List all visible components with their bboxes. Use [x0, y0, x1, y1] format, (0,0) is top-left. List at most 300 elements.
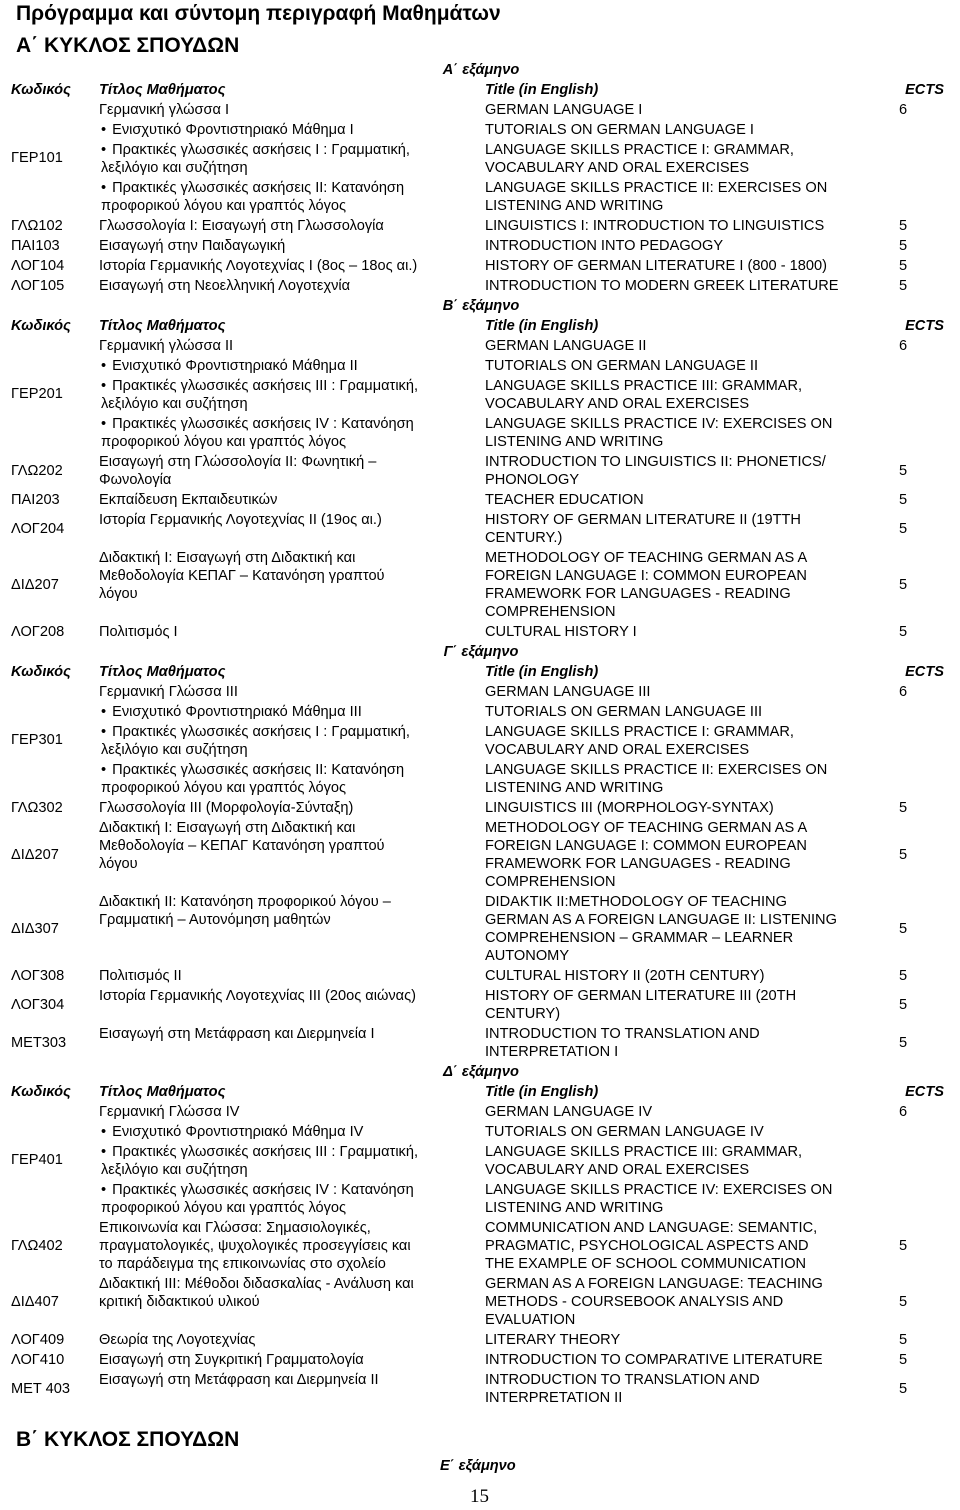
course-row — [8, 702, 954, 722]
course-title-gr-line: Εισαγωγή στη Συγκριτική Γραμματολογία — [99, 1352, 364, 1368]
course-row — [8, 1274, 954, 1330]
course-title-gr — [96, 892, 482, 966]
course-title-gr — [96, 490, 482, 510]
course-title-gr-line: κριτική διδακτικού υλικού — [99, 1294, 260, 1310]
header-ects: ECTS — [905, 1084, 944, 1100]
course-row — [8, 1370, 954, 1408]
course-title-en — [482, 1350, 896, 1370]
course-ects: 5 — [899, 258, 908, 274]
course-title-gr-line: Φωνολογία — [99, 472, 172, 488]
course-row — [8, 760, 954, 798]
course-title-gr — [96, 376, 482, 414]
course-title-gr-line: Διδακτική Ι: Εισαγωγή στη Διδακτική και — [99, 820, 356, 836]
course-ects: 6 — [899, 338, 908, 354]
course-title-en-line: LITERARY THEORY — [485, 1332, 621, 1348]
course-title-en-line: LINGUISTICS I: INTRODUCTION TO LINGUISTICS — [485, 218, 825, 234]
course-title-gr-line: Γερμανική Γλώσσα IV — [99, 1104, 240, 1120]
course-code: ΛΟΓ204 — [11, 521, 65, 537]
course-title-en-line: CENTURY) — [485, 1006, 561, 1022]
course-title-en — [482, 722, 896, 760]
course-title-en-line: INTRODUCTION TO TRANSLATION AND — [485, 1372, 760, 1388]
course-title-gr — [96, 276, 482, 296]
header-title: Τίτλος Μαθήματος — [99, 664, 226, 680]
course-title-gr — [96, 1274, 482, 1330]
course-title-gr — [96, 336, 482, 356]
column-header-row — [8, 80, 954, 100]
course-title-en — [482, 120, 896, 140]
course-title-en-line: TUTORIALS ON GERMAN LANGUAGE II — [485, 358, 759, 374]
course-title-gr-line: προφορικού λόγου και γραπτός λόγος — [101, 434, 347, 450]
course-title-en — [482, 356, 896, 376]
course-title-gr-line: • Πρακτικές γλωσσικές ασκήσεις Ι : Γραμματική, — [99, 141, 479, 159]
course-title-gr-line: λεξιλόγιο και συζήτηση — [101, 1162, 248, 1178]
course-title-en — [482, 140, 896, 178]
course-row — [8, 966, 954, 986]
course-title-gr — [96, 1142, 482, 1180]
course-title-en-line: TEACHER EDUCATION — [485, 492, 644, 508]
column-header-row — [8, 1082, 954, 1102]
course-title-gr-line: Γλωσσολογία ΙΙΙ (Μορφολογία-Σύνταξη) — [99, 800, 354, 816]
header-title-en: Title (in English) — [485, 82, 599, 98]
course-title-gr-line: • Ενισχυτικό Φροντιστηριακό Μάθημα IV — [99, 1123, 479, 1141]
page-number: 15 — [470, 1486, 489, 1507]
course-title-en-line: INTRODUCTION TO LINGUISTICS II: PHONETICS/ — [485, 454, 826, 470]
course-title-en-line: LANGUAGE SKILLS PRACTICE II: EXERCISES ON — [485, 180, 828, 196]
course-title-gr-line: • Πρακτικές γλωσσικές ασκήσεις ΙΙΙ : Γραμματική, — [99, 377, 479, 395]
course-title-en-line: LANGUAGE SKILLS PRACTICE IV: EXERCISES ON — [485, 1182, 833, 1198]
course-title-gr-line: Διδακτική ΙΙ: Κατανόηση προφορικού λόγου – — [99, 894, 391, 910]
course-title-en — [482, 798, 896, 818]
course-row — [8, 1218, 954, 1274]
course-row — [8, 622, 954, 642]
course-title-en — [482, 376, 896, 414]
course-title-gr — [96, 100, 482, 120]
header-code: Κωδικός — [11, 664, 71, 680]
course-title-en — [482, 1180, 896, 1218]
course-code: ΓΕΡ401 — [11, 1152, 63, 1168]
course-title-gr-line: προφορικού λόγου και γραπτός λόγος — [101, 198, 347, 214]
semester-label: Δ΄ εξάμηνο — [443, 1064, 519, 1080]
course-title-gr-line: Εισαγωγή στη Γλώσσολογία ΙΙ: Φωνητική – — [99, 454, 377, 470]
course-title-en-line: LANGUAGE SKILLS PRACTICE I: GRAMMAR, — [485, 142, 794, 158]
course-title-gr-line: • Πρακτικές γλωσσικές ασκήσεις ΙΙ: Κατανόηση — [99, 761, 479, 779]
header-ects: ECTS — [905, 318, 944, 334]
course-title-en — [482, 1142, 896, 1180]
course-title-gr-line: Πολιτισμός ΙΙ — [99, 968, 182, 984]
semester-heading — [8, 60, 954, 80]
course-ects — [896, 376, 954, 414]
course-row — [8, 1330, 954, 1350]
course-row — [8, 376, 954, 414]
course-title-en-line: METHODOLOGY OF TEACHING GERMAN AS A — [485, 820, 808, 836]
course-title-en-line: VOCABULARY AND ORAL EXERCISES — [485, 396, 750, 412]
semester-label: Α΄ εξάμηνο — [442, 62, 520, 78]
header-code: Κωδικός — [11, 1084, 71, 1100]
course-title-gr-line: Ιστορία Γερμανικής Λογοτεχνίας ΙΙ (19ος αι.) — [99, 512, 382, 528]
course-code: ΜΕΤ303 — [11, 1035, 67, 1051]
course-title-gr-line: • Ενισχυτικό Φροντιστηριακό Μάθημα ΙΙ — [99, 357, 479, 375]
course-ects: 5 — [899, 921, 908, 937]
course-title-gr — [96, 1370, 482, 1408]
course-title-en-line: COMPREHENSION — [485, 874, 616, 890]
course-code: ΠΑΙ103 — [11, 238, 60, 254]
course-title-en-line: INTRODUCTION TO TRANSLATION AND — [485, 1026, 760, 1042]
course-title-gr-line: Εισαγωγή στη Νεοελληνική Λογοτεχνία — [99, 278, 351, 294]
course-title-en-line: INTRODUCTION TO COMPARATIVE LITERATURE — [485, 1352, 823, 1368]
course-title-gr-line: πραγματολογικές, ψυχολογικές προσεγγίσεις και — [99, 1238, 411, 1254]
course-row — [8, 1122, 954, 1142]
course-ects — [896, 414, 954, 452]
course-title-en — [482, 548, 896, 622]
course-title-en-line: PHONOLOGY — [485, 472, 580, 488]
course-row — [8, 356, 954, 376]
header-ects: ECTS — [905, 664, 944, 680]
course-title-en — [482, 760, 896, 798]
header-title: Τίτλος Μαθήματος — [99, 318, 226, 334]
course-row — [8, 682, 954, 702]
course-code: ΛΟΓ104 — [11, 258, 65, 274]
course-title-gr-line: το παράδειγμα της επικοινωνίας στο σχολείο — [99, 1256, 386, 1272]
course-title-gr — [96, 702, 482, 722]
course-title-gr-line: λεξιλόγιο και συζήτηση — [101, 742, 248, 758]
course-title-en-line: DIDAKTIK II:METHODOLOGY OF TEACHING — [485, 894, 787, 910]
course-title-gr-line: λόγου — [99, 586, 138, 602]
course-ects: 6 — [899, 1104, 908, 1120]
header-code: Κωδικός — [11, 82, 71, 98]
course-ects: 5 — [899, 624, 908, 640]
course-title-gr — [96, 178, 482, 216]
course-code: ΛΟΓ308 — [11, 968, 65, 984]
course-title-en — [482, 510, 896, 548]
course-title-gr-line: • Πρακτικές γλωσσικές ασκήσεις IV : Κατανόηση — [99, 1181, 479, 1199]
course-title-en-line: VOCABULARY AND ORAL EXERCISES — [485, 742, 750, 758]
course-title-gr-line: Θεωρία της Λογοτεχνίας — [99, 1332, 256, 1348]
course-title-gr-line: λεξιλόγιο και συζήτηση — [101, 396, 248, 412]
course-title-gr-line: λόγου — [99, 856, 138, 872]
course-ects — [896, 140, 954, 178]
course-title-gr-line: προφορικού λόγου και γραπτός λόγος — [101, 1200, 347, 1216]
course-title-en — [482, 986, 896, 1024]
course-title-en-line: CULTURAL HISTORY I — [485, 624, 637, 640]
course-row — [8, 1180, 954, 1218]
course-row — [8, 986, 954, 1024]
course-title-en — [482, 622, 896, 642]
course-title-gr-line: Ιστορία Γερμανικής Λογοτεχνίας ΙΙΙ (20ος αιώνας) — [99, 988, 416, 1004]
course-title-en-line: LANGUAGE SKILLS PRACTICE III: GRAMMAR, — [485, 1144, 803, 1160]
course-title-gr-line: Διδακτική Ι: Εισαγωγή στη Διδακτική και — [99, 550, 356, 566]
course-title-en-line: LANGUAGE SKILLS PRACTICE III: GRAMMAR, — [485, 378, 803, 394]
course-title-en-line: AUTONOMY — [485, 948, 570, 964]
course-ects: 5 — [899, 1381, 908, 1397]
course-title-en — [482, 236, 896, 256]
course-title-en-line: GERMAN LANGUAGE IV — [485, 1104, 653, 1120]
course-title-gr — [96, 120, 482, 140]
course-ects: 5 — [899, 278, 908, 294]
course-title-en — [482, 178, 896, 216]
course-row — [8, 722, 954, 760]
course-title-gr-line: προφορικού λόγου και γραπτός λόγος — [101, 780, 347, 796]
column-header-row — [8, 662, 954, 682]
course-row — [8, 818, 954, 892]
cycle-a-heading: Α΄ ΚΥΚΛΟΣ ΣΠΟΥΔΩΝ — [16, 34, 240, 57]
course-title-en — [482, 702, 896, 722]
course-code: ΓΛΩ102 — [11, 218, 63, 234]
course-ects — [896, 120, 954, 140]
course-ects: 5 — [899, 1238, 908, 1254]
course-code: ΔΙΔ307 — [11, 921, 59, 937]
course-title-gr-line: Εισαγωγή στη Μετάφραση και Διερμηνεία Ι — [99, 1026, 375, 1042]
course-title-en-line: LISTENING AND WRITING — [485, 780, 664, 796]
course-row — [8, 256, 954, 276]
course-title-en-line: LISTENING AND WRITING — [485, 434, 664, 450]
course-title-en-line: FOREIGN LANGUAGE I: COMMON EUROPEAN — [485, 838, 807, 854]
header-title-en: Title (in English) — [485, 1084, 599, 1100]
course-title-gr — [96, 510, 482, 548]
course-code: ΔΙΔ207 — [11, 577, 59, 593]
course-title-gr — [96, 1218, 482, 1274]
header-title-en: Title (in English) — [485, 664, 599, 680]
course-title-gr — [96, 818, 482, 892]
course-row — [8, 510, 954, 548]
course-row — [8, 178, 954, 216]
course-ects — [896, 760, 954, 798]
course-ects: 5 — [899, 968, 908, 984]
course-title-en-line: INTERPRETATION II — [485, 1390, 623, 1406]
course-title-en — [482, 1218, 896, 1274]
course-title-en-line: LISTENING AND WRITING — [485, 1200, 664, 1216]
course-ects: 5 — [899, 1294, 908, 1310]
course-title-gr-line: Εκπαίδευση Εκπαιδευτικών — [99, 492, 278, 508]
course-row — [8, 452, 954, 490]
course-row — [8, 798, 954, 818]
course-title-gr — [96, 414, 482, 452]
course-code: ΓΛΩ202 — [11, 463, 63, 479]
course-title-gr — [96, 356, 482, 376]
course-ects: 5 — [899, 1035, 908, 1051]
column-header-row — [8, 316, 954, 336]
course-title-en-line: CENTURY.) — [485, 530, 563, 546]
course-title-en-line: FRAMEWORK FOR LANGUAGES - READING — [485, 856, 791, 872]
course-title-gr — [96, 1180, 482, 1218]
course-title-gr — [96, 1102, 482, 1122]
course-title-gr — [96, 548, 482, 622]
course-ects — [896, 1142, 954, 1180]
course-title-en-line: INTERPRETATION I — [485, 1044, 619, 1060]
header-title-en: Title (in English) — [485, 318, 599, 334]
course-title-en — [482, 1274, 896, 1330]
course-row — [8, 236, 954, 256]
course-row — [8, 140, 954, 178]
course-title-en-line: THE EXAMPLE OF SCHOOL COMMUNICATION — [485, 1256, 807, 1272]
course-row — [8, 548, 954, 622]
course-code: ΛΟΓ409 — [11, 1332, 65, 1348]
course-ects: 5 — [899, 1352, 908, 1368]
course-title-en — [482, 276, 896, 296]
course-title-en-line: GERMAN AS A FOREIGN LANGUAGE: TEACHING — [485, 1276, 823, 1292]
course-title-gr-line: Γερμανική Γλώσσα ΙΙΙ — [99, 684, 238, 700]
course-title-gr-line: Γερμανική γλώσσα Ι — [99, 102, 230, 118]
course-title-en — [482, 256, 896, 276]
course-title-en-line: FOREIGN LANGUAGE I: COMMON EUROPEAN — [485, 568, 807, 584]
course-ects: 5 — [899, 218, 908, 234]
course-title-gr-line: • Ενισχυτικό Φροντιστηριακό Μάθημα Ι — [99, 121, 479, 139]
course-row — [8, 490, 954, 510]
course-title-en — [482, 682, 896, 702]
course-title-en-line: CULTURAL HISTORY II (20TH CENTURY) — [485, 968, 765, 984]
course-title-en — [482, 818, 896, 892]
course-title-gr-line: • Ενισχυτικό Φροντιστηριακό Μάθημα ΙΙΙ — [99, 703, 479, 721]
course-title-en-line: METHODS - COURSEBOOK ANALYSIS AND — [485, 1294, 784, 1310]
course-code: ΜΕΤ 403 — [11, 1381, 70, 1397]
course-title-gr — [96, 1330, 482, 1350]
course-code: ΔΙΔ207 — [11, 847, 59, 863]
course-title-en-line: GERMAN LANGUAGE II — [485, 338, 647, 354]
course-title-en — [482, 966, 896, 986]
course-title-en — [482, 216, 896, 236]
course-code: ΓΕΡ201 — [11, 386, 63, 402]
course-code: ΛΟΓ410 — [11, 1352, 65, 1368]
semester-heading — [8, 296, 954, 316]
course-ects: 5 — [899, 238, 908, 254]
course-title-en-line: HISTORY OF GERMAN LITERATURE I (800 - 1800) — [485, 258, 827, 274]
course-title-en-line: LANGUAGE SKILLS PRACTICE IV: EXERCISES ON — [485, 416, 833, 432]
course-ects — [896, 722, 954, 760]
cycle-b-heading: Β΄ ΚΥΚΛΟΣ ΣΠΟΥΔΩΝ — [16, 1428, 240, 1451]
course-title-en — [482, 1122, 896, 1142]
course-ects: 5 — [899, 997, 908, 1013]
course-title-gr-line: Μεθοδολογία ΚΕΠΑΓ – Κατανόηση γραπτού — [99, 568, 385, 584]
course-title-en — [482, 490, 896, 510]
course-title-gr-line: • Πρακτικές γλωσσικές ασκήσεις IV : Κατανόηση — [99, 415, 479, 433]
course-code: ΓΕΡ101 — [11, 150, 63, 166]
course-title-gr-line: λεξιλόγιο και συζήτηση — [101, 160, 248, 176]
course-ects: 5 — [899, 521, 908, 537]
course-title-en-line: LANGUAGE SKILLS PRACTICE II: EXERCISES ON — [485, 762, 828, 778]
course-title-gr — [96, 216, 482, 236]
course-table-body — [8, 60, 954, 1408]
course-title-en-line: COMPREHENSION — [485, 604, 616, 620]
course-row — [8, 414, 954, 452]
course-row — [8, 1102, 954, 1122]
course-title-en-line: GERMAN AS A FOREIGN LANGUAGE II: LISTENING — [485, 912, 837, 928]
course-title-en-line: GERMAN LANGUAGE I — [485, 102, 643, 118]
course-title-en-line: VOCABULARY AND ORAL EXERCISES — [485, 160, 750, 176]
semester-label: Γ΄ εξάμηνο — [443, 644, 519, 660]
course-title-en-line: HISTORY OF GERMAN LITERATURE II (19TTH — [485, 512, 801, 528]
course-title-en-line: VOCABULARY AND ORAL EXERCISES — [485, 1162, 750, 1178]
course-title-en-line: INTRODUCTION INTO PEDAGOGY — [485, 238, 724, 254]
course-title-gr — [96, 622, 482, 642]
course-title-gr — [96, 722, 482, 760]
course-row — [8, 892, 954, 966]
course-title-gr — [96, 682, 482, 702]
course-code: ΛΟΓ304 — [11, 997, 65, 1013]
course-ects: 5 — [899, 847, 908, 863]
course-ects: 5 — [899, 492, 908, 508]
course-table — [8, 60, 954, 1408]
course-row — [8, 336, 954, 356]
course-title-en — [482, 336, 896, 356]
course-code: ΓΕΡ301 — [11, 732, 63, 748]
course-code: ΓΛΩ402 — [11, 1238, 63, 1254]
course-title-en — [482, 892, 896, 966]
course-title-en-line: COMPREHENSION – GRAMMAR – LEARNER — [485, 930, 794, 946]
course-title-en-line: METHODOLOGY OF TEACHING GERMAN AS A — [485, 550, 808, 566]
course-row — [8, 276, 954, 296]
course-title-en-line: LINGUISTICS III (MORPHOLOGY-SYNTAX) — [485, 800, 774, 816]
course-title-en-line: PRAGMATIC, PSYCHOLOGICAL ASPECTS AND — [485, 1238, 809, 1254]
course-title-gr — [96, 140, 482, 178]
course-ects — [896, 178, 954, 216]
course-title-gr — [96, 760, 482, 798]
header-ects: ECTS — [905, 82, 944, 98]
semester-e-label: Ε΄ εξάμηνο — [440, 1458, 516, 1474]
course-title-gr-line: • Πρακτικές γλωσσικές ασκήσεις ΙΙΙ : Γραμματική, — [99, 1143, 479, 1161]
course-title-gr-line: Πολιτισμός Ι — [99, 624, 178, 640]
course-title-gr — [96, 1024, 482, 1062]
course-title-en-line: GERMAN LANGUAGE III — [485, 684, 651, 700]
course-title-gr-line: Επικοινωνία και Γλώσσα: Σημασιολογικές, — [99, 1220, 371, 1236]
header-code: Κωδικός — [11, 318, 71, 334]
course-row — [8, 1142, 954, 1180]
course-code: ΛΟΓ208 — [11, 624, 65, 640]
course-ects — [896, 356, 954, 376]
course-title-gr-line: Εισαγωγή στη Μετάφραση και Διερμηνεία ΙΙ — [99, 1372, 379, 1388]
course-title-gr-line: • Πρακτικές γλωσσικές ασκήσεις ΙΙ: Κατανόηση — [99, 179, 479, 197]
course-code: ΠΑΙ203 — [11, 492, 60, 508]
course-title-en — [482, 1370, 896, 1408]
course-title-gr-line: Γραμματική – Αυτονόμηση μαθητών — [99, 912, 331, 928]
course-ects — [896, 1122, 954, 1142]
course-title-en — [482, 100, 896, 120]
semester-heading — [8, 1062, 954, 1082]
course-code: ΔΙΔ407 — [11, 1294, 59, 1310]
course-ects: 6 — [899, 684, 908, 700]
course-title-gr — [96, 256, 482, 276]
semester-label: Β΄ εξάμηνο — [442, 298, 520, 314]
course-title-en-line: INTRODUCTION TO MODERN GREEK LITERATURE — [485, 278, 839, 294]
course-row — [8, 216, 954, 236]
course-title-gr — [96, 236, 482, 256]
course-title-en-line: EVALUATION — [485, 1312, 576, 1328]
course-ects: 5 — [899, 1332, 908, 1348]
course-title-gr — [96, 966, 482, 986]
course-ects — [896, 1180, 954, 1218]
course-title-gr — [96, 1122, 482, 1142]
course-row — [8, 1350, 954, 1370]
semester-heading — [8, 642, 954, 662]
course-title-gr-line: Μεθοδολογία – ΚΕΠΑΓ Κατανόηση γραπτού — [99, 838, 385, 854]
course-ects — [896, 702, 954, 722]
course-title-en-line: COMMUNICATION AND LANGUAGE: SEMANTIC, — [485, 1220, 818, 1236]
course-title-en-line: LANGUAGE SKILLS PRACTICE I: GRAMMAR, — [485, 724, 794, 740]
course-title-gr-line: Ιστορία Γερμανικής Λογοτεχνίας Ι (8ος – 18ος αι.) — [99, 258, 418, 274]
course-title-gr — [96, 986, 482, 1024]
course-title-en-line: LISTENING AND WRITING — [485, 198, 664, 214]
course-title-gr-line: • Πρακτικές γλωσσικές ασκήσεις Ι : Γραμματική, — [99, 723, 479, 741]
course-title-gr-line: Διδακτική ΙΙΙ: Μέθοδοι διδασκαλίας - Ανάλυση και — [99, 1276, 414, 1292]
course-title-en — [482, 1330, 896, 1350]
header-title: Τίτλος Μαθήματος — [99, 1084, 226, 1100]
header-title: Τίτλος Μαθήματος — [99, 82, 226, 98]
course-title-gr — [96, 798, 482, 818]
course-title-gr-line: Γλωσσολογία Ι: Εισαγωγή στη Γλωσσολογία — [99, 218, 384, 234]
page-title: Πρόγραμμα και σύντομη περιγραφή Μαθημάτων — [16, 2, 501, 25]
course-title-en — [482, 1024, 896, 1062]
course-row — [8, 1024, 954, 1062]
course-row — [8, 100, 954, 120]
course-ects: 5 — [899, 463, 908, 479]
